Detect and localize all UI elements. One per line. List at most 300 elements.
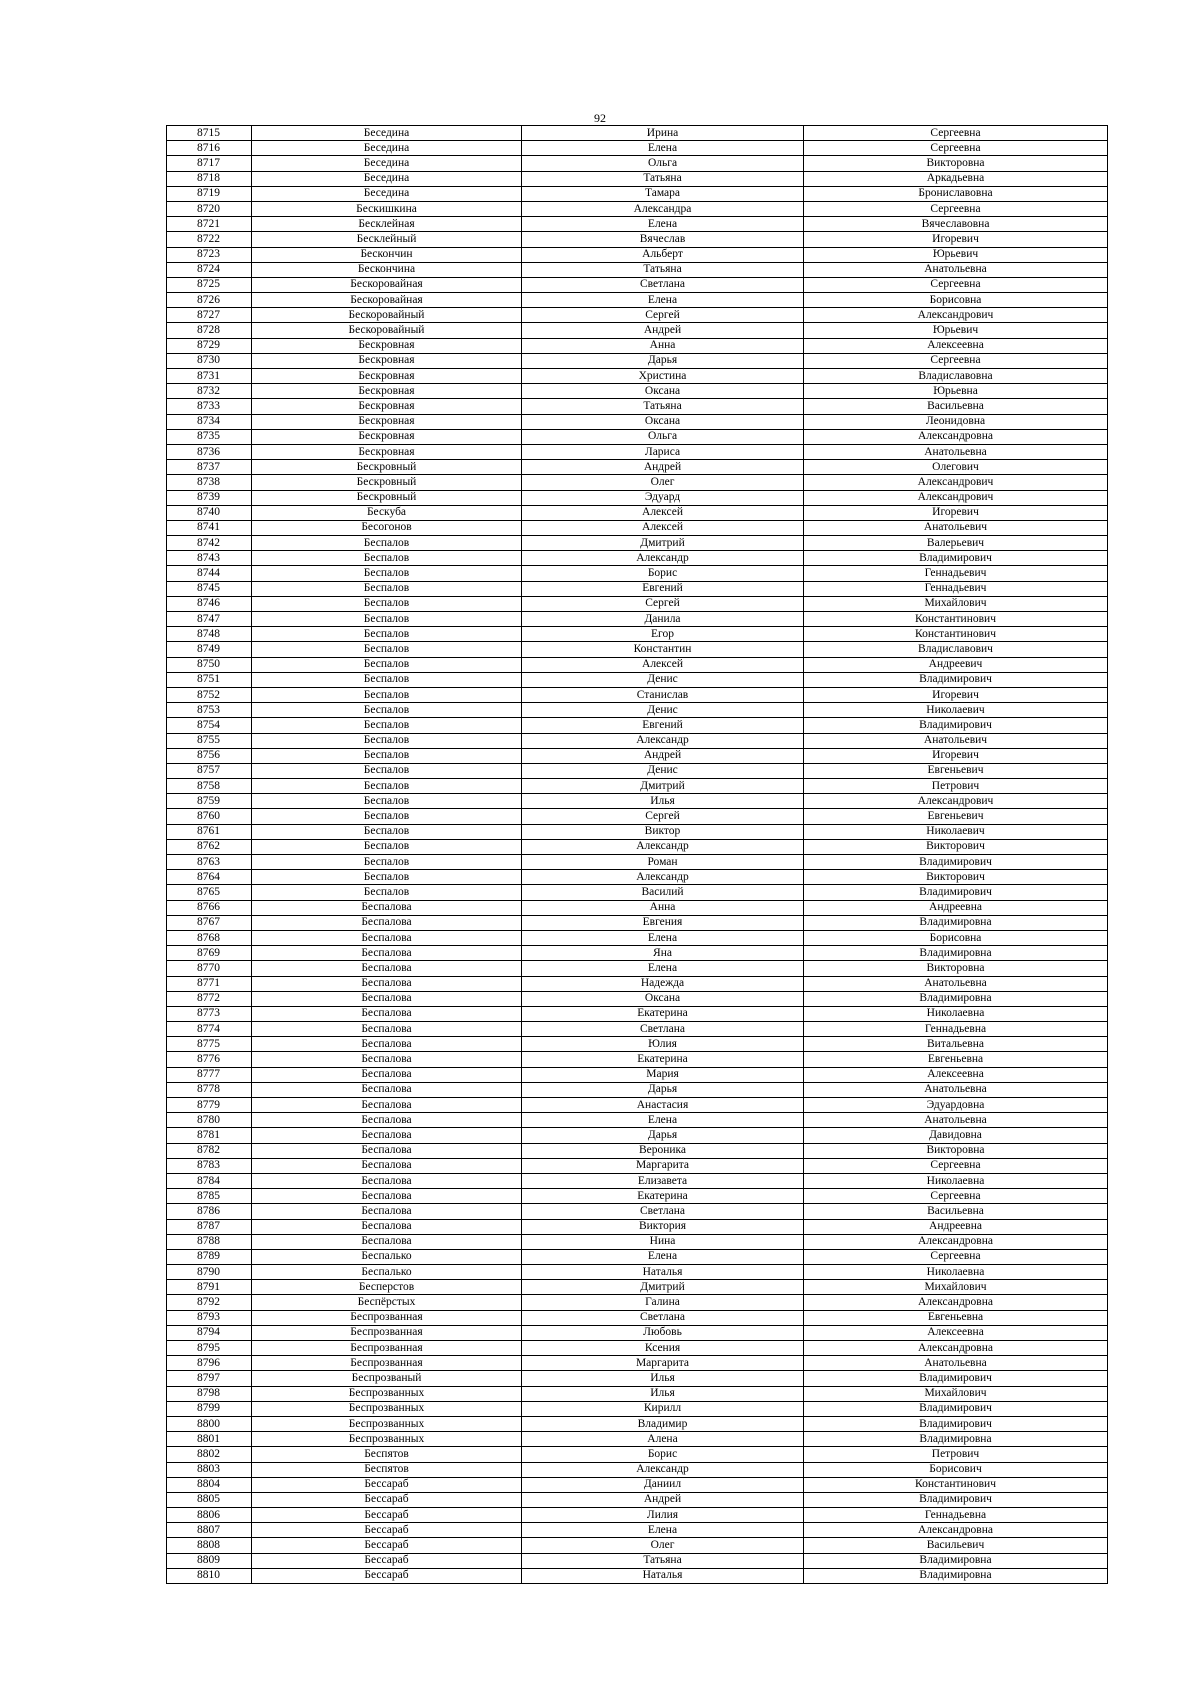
last-name-cell: Беспалова	[252, 1082, 522, 1097]
last-name-cell: Беспалова	[252, 961, 522, 976]
record-number-cell: 8773	[167, 1006, 252, 1021]
table-row	[167, 566, 1108, 581]
first-name-cell: Елена	[522, 1523, 804, 1538]
record-number-cell: 8739	[167, 490, 252, 505]
last-name-cell: Беспалов	[252, 824, 522, 839]
record-number-cell: 8801	[167, 1432, 252, 1447]
patronymic-cell: Владимировна	[804, 1553, 1108, 1568]
last-name-cell: Беспалов	[252, 733, 522, 748]
record-number-cell: 8810	[167, 1568, 252, 1583]
first-name-cell: Екатерина	[522, 1189, 804, 1204]
patronymic-cell: Анатольевна	[804, 1356, 1108, 1371]
patronymic-cell: Геннадьевич	[804, 581, 1108, 596]
record-number-cell: 8766	[167, 900, 252, 915]
patronymic-cell: Алексеевна	[804, 1325, 1108, 1340]
last-name-cell: Бескишкина	[252, 201, 522, 216]
record-number-cell: 8725	[167, 277, 252, 292]
record-number-cell: 8787	[167, 1219, 252, 1234]
record-number-cell: 8808	[167, 1538, 252, 1553]
first-name-cell: Алексей	[522, 520, 804, 535]
first-name-cell: Елизавета	[522, 1173, 804, 1188]
first-name-cell: Владимир	[522, 1416, 804, 1431]
table-row	[167, 1052, 1108, 1067]
record-number-cell: 8795	[167, 1341, 252, 1356]
table-row	[167, 1325, 1108, 1340]
patronymic-cell: Анатольевна	[804, 262, 1108, 277]
patronymic-cell: Евгеньевна	[804, 1052, 1108, 1067]
first-name-cell: Сергей	[522, 596, 804, 611]
record-number-cell: 8798	[167, 1386, 252, 1401]
last-name-cell: Беспалов	[252, 794, 522, 809]
record-number-cell: 8782	[167, 1143, 252, 1158]
first-name-cell: Евгений	[522, 718, 804, 733]
record-number-cell: 8788	[167, 1234, 252, 1249]
record-number-cell: 8780	[167, 1113, 252, 1128]
last-name-cell: Бессараб	[252, 1523, 522, 1538]
table-row	[167, 1492, 1108, 1507]
last-name-cell: Бескончина	[252, 262, 522, 277]
first-name-cell: Ольга	[522, 156, 804, 171]
patronymic-cell: Евгеньевна	[804, 1310, 1108, 1325]
record-number-cell: 8769	[167, 946, 252, 961]
patronymic-cell: Андреевна	[804, 900, 1108, 915]
last-name-cell: Беспалова	[252, 1189, 522, 1204]
table-row	[167, 323, 1108, 338]
first-name-cell: Альберт	[522, 247, 804, 262]
first-name-cell: Оксана	[522, 991, 804, 1006]
first-name-cell: Константин	[522, 642, 804, 657]
table-row	[167, 946, 1108, 961]
first-name-cell: Борис	[522, 1447, 804, 1462]
first-name-cell: Оксана	[522, 414, 804, 429]
record-number-cell: 8736	[167, 444, 252, 459]
record-number-cell: 8797	[167, 1371, 252, 1386]
last-name-cell: Беспалова	[252, 1067, 522, 1082]
patronymic-cell: Михайлович	[804, 596, 1108, 611]
last-name-cell: Беспалова	[252, 1006, 522, 1021]
first-name-cell: Андрей	[522, 1492, 804, 1507]
last-name-cell: Беспалова	[252, 1037, 522, 1052]
patronymic-cell: Владимировна	[804, 1432, 1108, 1447]
record-number-cell: 8783	[167, 1158, 252, 1173]
table-row	[167, 839, 1108, 854]
table-row	[167, 1477, 1108, 1492]
last-name-cell: Бесогонов	[252, 520, 522, 535]
last-name-cell: Бескровная	[252, 414, 522, 429]
record-number-cell: 8718	[167, 171, 252, 186]
table-row	[167, 1401, 1108, 1416]
table-row	[167, 612, 1108, 627]
table-row	[167, 247, 1108, 262]
table-row	[167, 1173, 1108, 1188]
table-row	[167, 1341, 1108, 1356]
table-row	[167, 1371, 1108, 1386]
patronymic-cell: Николаевич	[804, 703, 1108, 718]
record-number-cell: 8757	[167, 763, 252, 778]
patronymic-cell: Константинович	[804, 1477, 1108, 1492]
table-row	[167, 171, 1108, 186]
patronymic-cell: Александрович	[804, 490, 1108, 505]
last-name-cell: Беспалов	[252, 703, 522, 718]
first-name-cell: Илья	[522, 1371, 804, 1386]
record-number-cell: 8761	[167, 824, 252, 839]
first-name-cell: Елена	[522, 1113, 804, 1128]
last-name-cell: Беспалов	[252, 596, 522, 611]
first-name-cell: Дарья	[522, 1128, 804, 1143]
record-number-cell: 8750	[167, 657, 252, 672]
first-name-cell: Оксана	[522, 384, 804, 399]
patronymic-cell: Олегович	[804, 460, 1108, 475]
last-name-cell: Беспалов	[252, 581, 522, 596]
table-row	[167, 1538, 1108, 1553]
patronymic-cell: Владимировна	[804, 991, 1108, 1006]
first-name-cell: Кирилл	[522, 1401, 804, 1416]
first-name-cell: Виктор	[522, 824, 804, 839]
record-number-cell: 8735	[167, 429, 252, 444]
table-row	[167, 1280, 1108, 1295]
table-row	[167, 976, 1108, 991]
last-name-cell: Беспалов	[252, 672, 522, 687]
patronymic-cell: Анатольевна	[804, 1082, 1108, 1097]
first-name-cell: Любовь	[522, 1325, 804, 1340]
last-name-cell: Беспалов	[252, 839, 522, 854]
record-number-cell: 8791	[167, 1280, 252, 1295]
patronymic-cell: Владимировна	[804, 915, 1108, 930]
table-row	[167, 1386, 1108, 1401]
table-row	[167, 1462, 1108, 1477]
table-row	[167, 1158, 1108, 1173]
first-name-cell: Александр	[522, 839, 804, 854]
patronymic-cell: Владимировна	[804, 946, 1108, 961]
patronymic-cell: Викторовна	[804, 156, 1108, 171]
patronymic-cell: Геннадьевна	[804, 1022, 1108, 1037]
record-number-cell: 8767	[167, 915, 252, 930]
record-number-cell: 8756	[167, 748, 252, 763]
last-name-cell: Беспалова	[252, 1128, 522, 1143]
last-name-cell: Беспрозваный	[252, 1371, 522, 1386]
last-name-cell: Беседина	[252, 156, 522, 171]
last-name-cell: Беседина	[252, 141, 522, 156]
record-number-cell: 8765	[167, 885, 252, 900]
patronymic-cell: Валерьевич	[804, 536, 1108, 551]
patronymic-cell: Александровна	[804, 1234, 1108, 1249]
record-number-cell: 8727	[167, 308, 252, 323]
table-row	[167, 1432, 1108, 1447]
table-row	[167, 718, 1108, 733]
table-row	[167, 733, 1108, 748]
patronymic-cell: Давидовна	[804, 1128, 1108, 1143]
record-number-cell: 8743	[167, 551, 252, 566]
record-number-cell: 8747	[167, 612, 252, 627]
last-name-cell: Беспалов	[252, 657, 522, 672]
patronymic-cell: Сергеевна	[804, 353, 1108, 368]
table-row	[167, 703, 1108, 718]
patronymic-cell: Владимирович	[804, 1371, 1108, 1386]
first-name-cell: Светлана	[522, 1310, 804, 1325]
first-name-cell: Илья	[522, 794, 804, 809]
last-name-cell: Бескоровайная	[252, 293, 522, 308]
record-number-cell: 8745	[167, 581, 252, 596]
patronymic-cell: Васильевна	[804, 1204, 1108, 1219]
first-name-cell: Маргарита	[522, 1158, 804, 1173]
last-name-cell: Беспалов	[252, 763, 522, 778]
patronymic-cell: Викторовна	[804, 1143, 1108, 1158]
record-number-cell: 8771	[167, 976, 252, 991]
table-row	[167, 824, 1108, 839]
table-row	[167, 1568, 1108, 1583]
table-row	[167, 217, 1108, 232]
table-row	[167, 1143, 1108, 1158]
last-name-cell: Беседина	[252, 126, 522, 141]
table-row	[167, 414, 1108, 429]
table-row	[167, 141, 1108, 156]
patronymic-cell: Андреевна	[804, 1219, 1108, 1234]
first-name-cell: Юлия	[522, 1037, 804, 1052]
table-row	[167, 551, 1108, 566]
table-row	[167, 1310, 1108, 1325]
record-number-cell: 8731	[167, 369, 252, 384]
record-number-cell: 8737	[167, 460, 252, 475]
patronymic-cell: Владимирович	[804, 1492, 1108, 1507]
patronymic-cell: Владимирович	[804, 885, 1108, 900]
last-name-cell: Беспалов	[252, 612, 522, 627]
table-row	[167, 900, 1108, 915]
record-number-cell: 8772	[167, 991, 252, 1006]
table-row	[167, 961, 1108, 976]
first-name-cell: Андрей	[522, 460, 804, 475]
table-row	[167, 475, 1108, 490]
last-name-cell: Беспалова	[252, 930, 522, 945]
record-number-cell: 8732	[167, 384, 252, 399]
record-number-cell: 8720	[167, 201, 252, 216]
patronymic-cell: Александрович	[804, 308, 1108, 323]
table-row	[167, 201, 1108, 216]
first-name-cell: Мария	[522, 1067, 804, 1082]
patronymic-cell: Витальевна	[804, 1037, 1108, 1052]
patronymic-cell: Николаевна	[804, 1173, 1108, 1188]
first-name-cell: Анастасия	[522, 1098, 804, 1113]
record-number-cell: 8751	[167, 672, 252, 687]
page-number: 92	[594, 111, 606, 125]
record-number-cell: 8789	[167, 1249, 252, 1264]
first-name-cell: Татьяна	[522, 262, 804, 277]
patronymic-cell: Викторовна	[804, 961, 1108, 976]
last-name-cell: Бескончин	[252, 247, 522, 262]
last-name-cell: Беспалова	[252, 1173, 522, 1188]
record-number-cell: 8754	[167, 718, 252, 733]
table-row	[167, 444, 1108, 459]
patronymic-cell: Владимирович	[804, 718, 1108, 733]
patronymic-cell: Сергеевна	[804, 277, 1108, 292]
patronymic-cell: Александровна	[804, 1523, 1108, 1538]
last-name-cell: Беспалова	[252, 1022, 522, 1037]
table-row	[167, 1098, 1108, 1113]
patronymic-cell: Алексеевна	[804, 1067, 1108, 1082]
table-row	[167, 763, 1108, 778]
table-row	[167, 384, 1108, 399]
patronymic-cell: Анатольевич	[804, 733, 1108, 748]
table-row	[167, 1189, 1108, 1204]
record-number-cell: 8777	[167, 1067, 252, 1082]
table-row	[167, 1067, 1108, 1082]
record-number-cell: 8723	[167, 247, 252, 262]
first-name-cell: Денис	[522, 763, 804, 778]
patronymic-cell: Михайлович	[804, 1386, 1108, 1401]
table-row	[167, 1037, 1108, 1052]
record-number-cell: 8802	[167, 1447, 252, 1462]
first-name-cell: Лилия	[522, 1508, 804, 1523]
last-name-cell: Бескровный	[252, 460, 522, 475]
last-name-cell: Бескровный	[252, 475, 522, 490]
patronymic-cell: Юрьевич	[804, 247, 1108, 262]
patronymic-cell: Владиславовна	[804, 369, 1108, 384]
patronymic-cell: Борисовна	[804, 930, 1108, 945]
last-name-cell: Бескровная	[252, 384, 522, 399]
first-name-cell: Надежда	[522, 976, 804, 991]
table-row	[167, 1295, 1108, 1310]
record-number-cell: 8729	[167, 338, 252, 353]
table-row	[167, 1356, 1108, 1371]
last-name-cell: Беспрозванная	[252, 1325, 522, 1340]
last-name-cell: Бессараб	[252, 1553, 522, 1568]
record-number-cell: 8779	[167, 1098, 252, 1113]
table-row	[167, 642, 1108, 657]
record-number-cell: 8778	[167, 1082, 252, 1097]
last-name-cell: Бесперстов	[252, 1280, 522, 1295]
first-name-cell: Вероника	[522, 1143, 804, 1158]
last-name-cell: Беспалов	[252, 642, 522, 657]
last-name-cell: Беспалов	[252, 687, 522, 702]
table-row	[167, 520, 1108, 535]
first-name-cell: Наталья	[522, 1265, 804, 1280]
table-row	[167, 915, 1108, 930]
last-name-cell: Беспалова	[252, 946, 522, 961]
last-name-cell: Беспалов	[252, 779, 522, 794]
table-row	[167, 581, 1108, 596]
last-name-cell: Беспалов	[252, 551, 522, 566]
record-number-cell: 8764	[167, 870, 252, 885]
record-number-cell: 8758	[167, 779, 252, 794]
last-name-cell: Беспалова	[252, 1234, 522, 1249]
table-row	[167, 1523, 1108, 1538]
last-name-cell: Бескровная	[252, 399, 522, 414]
first-name-cell: Дарья	[522, 353, 804, 368]
record-number-cell: 8781	[167, 1128, 252, 1143]
table-row	[167, 794, 1108, 809]
first-name-cell: Илья	[522, 1386, 804, 1401]
patronymic-cell: Михайлович	[804, 1280, 1108, 1295]
table-row	[167, 1416, 1108, 1431]
first-name-cell: Евгений	[522, 581, 804, 596]
first-name-cell: Андрей	[522, 323, 804, 338]
last-name-cell: Беспалова	[252, 991, 522, 1006]
first-name-cell: Елена	[522, 293, 804, 308]
patronymic-cell: Геннадьевич	[804, 566, 1108, 581]
first-name-cell: Виктория	[522, 1219, 804, 1234]
patronymic-cell: Владимирович	[804, 672, 1108, 687]
first-name-cell: Анна	[522, 900, 804, 915]
table-row	[167, 1219, 1108, 1234]
first-name-cell: Дмитрий	[522, 536, 804, 551]
patronymic-cell: Анатольевич	[804, 520, 1108, 535]
table-row	[167, 885, 1108, 900]
record-number-cell: 8730	[167, 353, 252, 368]
patronymic-cell: Сергеевна	[804, 141, 1108, 156]
patronymic-cell: Владиславович	[804, 642, 1108, 657]
record-number-cell: 8755	[167, 733, 252, 748]
first-name-cell: Дмитрий	[522, 1280, 804, 1295]
patronymic-cell: Юрьевна	[804, 384, 1108, 399]
last-name-cell: Беспалько	[252, 1265, 522, 1280]
record-number-cell: 8800	[167, 1416, 252, 1431]
first-name-cell: Наталья	[522, 1568, 804, 1583]
table-row	[167, 186, 1108, 201]
last-name-cell: Беспалов	[252, 870, 522, 885]
last-name-cell: Беспрозванных	[252, 1432, 522, 1447]
table-row	[167, 870, 1108, 885]
first-name-cell: Яна	[522, 946, 804, 961]
record-number-cell: 8741	[167, 520, 252, 535]
table-row	[167, 277, 1108, 292]
table-row	[167, 353, 1108, 368]
table-row	[167, 505, 1108, 520]
patronymic-cell: Николаевна	[804, 1265, 1108, 1280]
patronymic-cell: Александрович	[804, 475, 1108, 490]
record-number-cell: 8715	[167, 126, 252, 141]
table-row	[167, 627, 1108, 642]
first-name-cell: Денис	[522, 703, 804, 718]
last-name-cell: Бессараб	[252, 1492, 522, 1507]
table-row	[167, 596, 1108, 611]
last-name-cell: Беспалов	[252, 536, 522, 551]
last-name-cell: Беспалов	[252, 809, 522, 824]
patronymic-cell: Борисович	[804, 1462, 1108, 1477]
patronymic-cell: Геннадьевна	[804, 1508, 1108, 1523]
first-name-cell: Станислав	[522, 687, 804, 702]
table-row	[167, 1249, 1108, 1264]
last-name-cell: Бескоровайная	[252, 277, 522, 292]
record-number-cell: 8734	[167, 414, 252, 429]
last-name-cell: Беспалова	[252, 1204, 522, 1219]
record-number-cell: 8742	[167, 536, 252, 551]
first-name-cell: Маргарита	[522, 1356, 804, 1371]
first-name-cell: Александр	[522, 551, 804, 566]
record-number-cell: 8716	[167, 141, 252, 156]
record-number-cell: 8719	[167, 186, 252, 201]
first-name-cell: Денис	[522, 672, 804, 687]
last-name-cell: Беспалов	[252, 566, 522, 581]
record-number-cell: 8804	[167, 1477, 252, 1492]
patronymic-cell: Александровна	[804, 429, 1108, 444]
patronymic-cell: Юрьевич	[804, 323, 1108, 338]
first-name-cell: Александр	[522, 870, 804, 885]
record-number-cell: 8790	[167, 1265, 252, 1280]
record-number-cell: 8774	[167, 1022, 252, 1037]
first-name-cell: Татьяна	[522, 171, 804, 186]
table-row	[167, 1082, 1108, 1097]
patronymic-cell: Игоревич	[804, 748, 1108, 763]
table-row	[167, 672, 1108, 687]
record-number-cell: 8749	[167, 642, 252, 657]
patronymic-cell: Константинович	[804, 627, 1108, 642]
first-name-cell: Сергей	[522, 809, 804, 824]
record-number-cell: 8733	[167, 399, 252, 414]
table-row	[167, 779, 1108, 794]
record-number-cell: 8784	[167, 1173, 252, 1188]
record-number-cell: 8794	[167, 1325, 252, 1340]
last-name-cell: Бескровная	[252, 429, 522, 444]
last-name-cell: Бескоровайный	[252, 308, 522, 323]
